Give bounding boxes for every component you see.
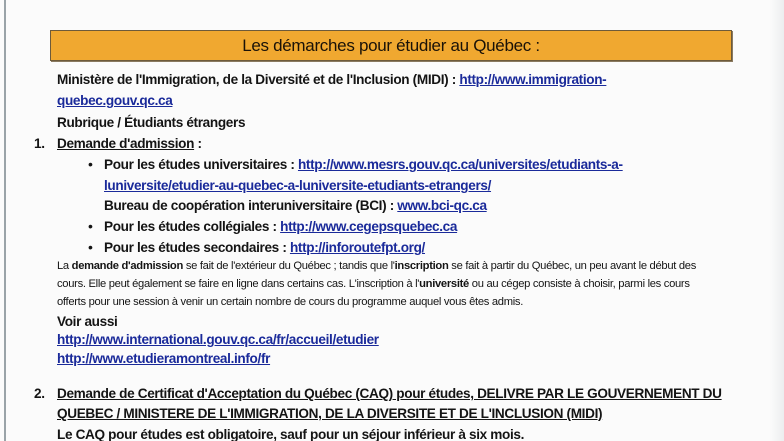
etudieramontreal-link[interactable]: http://www.etudieramontreal.info/fr xyxy=(57,351,271,366)
paragraph-line xyxy=(57,278,690,290)
bci-line xyxy=(104,198,487,213)
bullet-label: Pour les études universitaires : xyxy=(104,157,298,172)
scan-edge xyxy=(4,0,6,441)
section1-number: 1. xyxy=(34,136,45,151)
international-link[interactable]: http://www.international.gouv.qc.ca/fr/accueil/etudier xyxy=(57,332,379,347)
bold-text: université xyxy=(419,278,469,290)
midi-label: Ministère de l'Immigration, de la Diversité et de l'Inclusion (MIDI) : xyxy=(57,72,460,87)
text: se fait de l'extérieur du Québec ; tandis que l' xyxy=(183,260,395,272)
cegep-link[interactable]: http://www.cegepsquebec.ca xyxy=(280,219,458,234)
section1-title: Demande d'admission xyxy=(57,136,195,151)
text: La xyxy=(57,260,72,272)
section2-title: Demande de Certificat d'Acceptation du Québec (CAQ) pour études, DELIVRE PAR LE GOUVERNEMENT DU xyxy=(57,386,722,401)
voir-aussi: Voir aussi xyxy=(57,314,118,329)
midi-line xyxy=(57,72,606,87)
bullet-secondaires xyxy=(104,240,425,255)
bullet-label: Pour les études collégiales : xyxy=(104,219,281,234)
page-title: Les démarches pour étudier au Québec : xyxy=(242,35,540,55)
section2-number: 2. xyxy=(34,386,45,401)
scan-edge-right xyxy=(770,0,784,441)
title-banner xyxy=(50,30,732,61)
mesrs-link[interactable]: http://www.mesrs.gouv.qc.ca/universites/etudiants-a- xyxy=(297,157,623,172)
bullet-collegiales xyxy=(104,219,457,234)
bullet-label: Pour les études secondaires : xyxy=(104,240,290,255)
bci-link[interactable]: www.bci-qc.ca xyxy=(397,198,487,213)
inforoute-link[interactable]: http://inforoutefpt.org/ xyxy=(289,240,425,255)
text: cours. Elle peut également se faire en ligne dans certains cas. L'inscription à l' xyxy=(57,278,420,290)
midi-link-cont[interactable]: quebec.gouv.qc.ca xyxy=(57,93,173,108)
bullet-universitaires xyxy=(104,157,623,172)
caq-note: Le CAQ pour études est obligatoire, sauf pour un séjour inférieur à six mois. xyxy=(57,427,525,441)
section1-heading xyxy=(57,136,202,151)
bullet-icon: • xyxy=(88,239,93,255)
text: ou au cégep consiste à choisir, parmi les cours xyxy=(468,278,690,290)
bold-text: inscription xyxy=(394,260,449,272)
bold-text: demande d'admission xyxy=(71,260,184,272)
text: se fait à partir du Québec, un peu avant le début des xyxy=(448,260,697,272)
paragraph-line xyxy=(57,260,696,272)
bci-label: Bureau de coopération interuniversitaire (BCI) : xyxy=(104,198,398,213)
section2-title-cont: QUEBEC / MINISTERE DE L'IMMIGRATION, DE LA DIVERSITE ET DE L'INCLUSION (MIDI) xyxy=(57,406,603,421)
bullet-icon: • xyxy=(88,156,93,172)
colon: : xyxy=(194,136,202,151)
midi-link[interactable]: http://www.immigration- xyxy=(459,72,607,87)
mesrs-link-cont[interactable]: luniversite/etudier-au-quebec-a-luniversite-etudiants-etrangers/ xyxy=(104,178,492,193)
rubrique: Rubrique / Étudiants étrangers xyxy=(57,115,246,130)
bullet-icon: • xyxy=(88,218,93,234)
paragraph-line: offerts pour une session à venir un certain nombre de cours du programme auquel vous êtes admis. xyxy=(57,296,524,308)
